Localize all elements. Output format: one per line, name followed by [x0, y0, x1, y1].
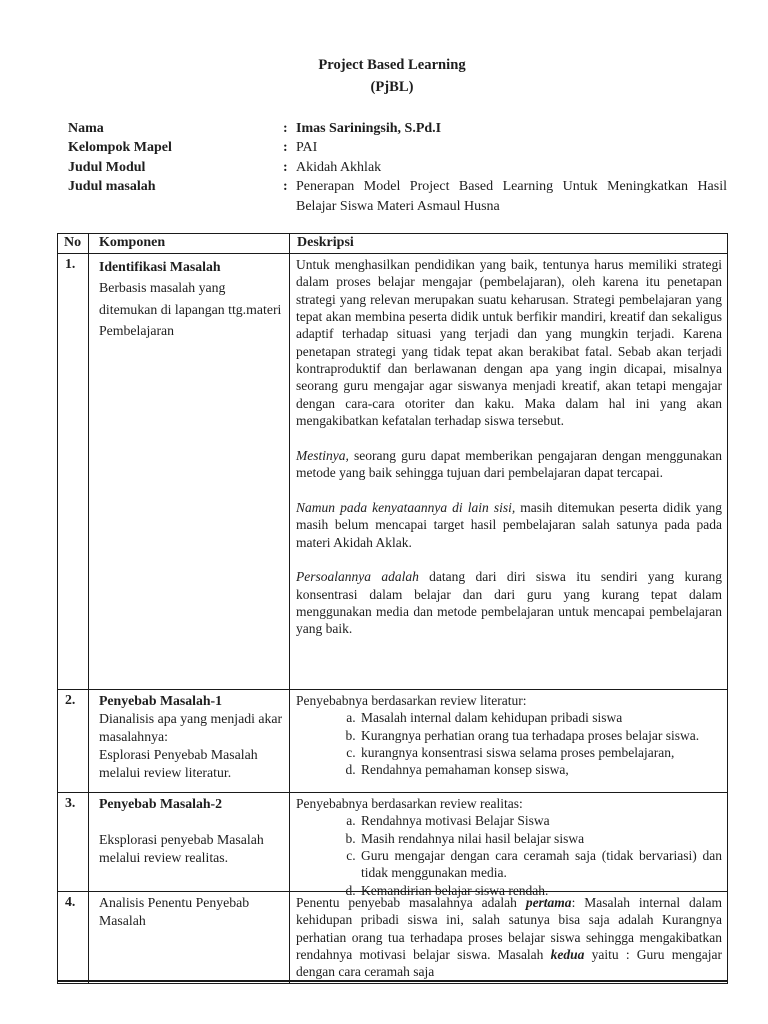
deskripsi-list-item: a. Rendahnya motivasi Belajar Siswa — [359, 812, 722, 829]
table-row — [58, 892, 728, 984]
info-label: Kelompok Mapel — [68, 140, 172, 156]
info-value: Penerapan Model Project Based Learning Untuk Meningkatkan Hasil Belajar Siswa Materi Asmaul Husna — [296, 179, 727, 214]
komponen-text-line — [99, 813, 283, 831]
col-header-no: No — [58, 234, 89, 254]
komponen-text-line: Dianalisis apa yang menjadi akar masalahnya: — [99, 710, 283, 744]
row-number-cell — [58, 892, 89, 984]
deskripsi-cell — [290, 892, 728, 984]
text-segment: yaitu : Guru mengajar dengan cara ceramah saja — [296, 947, 722, 980]
deskripsi-cell — [290, 690, 728, 793]
komponen-cell — [89, 254, 290, 690]
info-block — [68, 119, 727, 216]
deskripsi-cell — [290, 793, 728, 898]
text-segment: masih ditemukan peserta didik yang masih belum mencapai target hasil pembelajaran salah satunya pada pada materi Akidah Aklak. — [296, 499, 722, 550]
paragraph-spacer — [296, 481, 722, 498]
row-number-cell — [58, 793, 89, 892]
deskripsi-list-item: c. kurangnya konsentrasi siswa selama proses pembelajaran, — [359, 744, 722, 761]
text-segment: seorang guru dapat memberikan pengajaran dengan menggunakan metode yang baik sehingga tujuan dari pembelajaran dapat tercapai. — [296, 447, 722, 481]
info-field — [68, 138, 727, 157]
row-number: 2. — [65, 692, 76, 707]
info-colon: : — [283, 159, 288, 175]
table-header-row — [58, 234, 728, 254]
row-number-cell — [58, 690, 89, 793]
text-segment: datang dari diri siswa itu sendiri yang kurang konsentrasi dalam belajar dan dari guru yang kurang tepat dalam menggunakan media dan metode pembelajaran untuk mencapai pembelajaran yang baik. — [296, 569, 722, 637]
text-segment: Penyebabnya berdasarkan review literatur: — [296, 693, 527, 708]
table-row — [58, 793, 728, 892]
info-field — [68, 119, 727, 138]
text-segment: Mestinya, — [296, 447, 349, 463]
paragraph-spacer — [296, 551, 722, 568]
main-table-wrapper — [57, 233, 727, 982]
deskripsi-paragraph — [296, 894, 722, 981]
deskripsi-paragraph — [296, 795, 722, 812]
deskripsi-list — [296, 709, 722, 778]
info-colon: : — [283, 140, 288, 156]
deskripsi-list-item: d. Rendahnya pemahaman konsep siswa, — [359, 761, 722, 778]
deskripsi-paragraph — [296, 692, 722, 709]
info-label: Nama — [68, 121, 104, 136]
text-segment: Untuk menghasilkan pendidikan yang baik, tentunya harus memiliki strategi dalam proses belajar mengajar (pembelajaran), oleh karena itu penetapan strategi yang relevan merupakan suatu keharusan. Strategi pembelajaran yang tepat akan membina peserta didik untuk berfikir mandiri, kreatif dan sekaligus adaptif terhadap situasi yang terjadi dan yang mungkin terjadi. Karena penetapan strategi yang tidak tepat akan berakibat fatal. Sebab akan terjadi kontraproduktif dan berlawanan dengan apa yang ingin dicapai, misalnya seorang guru mengajar agar siswanya menjadi kreatif, akan tetapi mengajar dengan cara-cara otoriter dan kaku. Maka dalam hal ini yang akan mengakibatkan kefatalan terhadap siswa tersebut. — [296, 257, 722, 429]
row-number-cell — [58, 254, 89, 690]
table-row — [58, 254, 728, 690]
deskripsi-cell — [290, 254, 728, 690]
deskripsi-list-item: c. Guru mengajar dengan cara ceramah saja (tidak bervariasi) dan tidak menggunakan media. — [359, 847, 722, 882]
komponen-cell — [89, 892, 290, 984]
komponen-text-line: Esplorasi Penyebab Masalah melalui review literatur. — [99, 746, 258, 780]
doc-title — [57, 54, 727, 98]
doc-title-line2: (PjBL) — [370, 79, 414, 95]
text-segment: Persoalannya adalah — [296, 569, 419, 585]
info-colon: : — [283, 179, 288, 195]
info-colon: : — [283, 121, 288, 136]
komponen-title: Penyebab Masalah-2 — [99, 796, 223, 811]
paragraph-spacer — [296, 429, 722, 446]
komponen-title: Analisis Penentu Penyebab Masalah — [99, 895, 250, 928]
row-number: 3. — [65, 795, 76, 810]
info-value: Imas Sariningsih, S.Pd.I — [296, 121, 442, 136]
deskripsi-paragraph — [296, 499, 722, 551]
komponen-cell — [89, 793, 290, 892]
info-value: Akidah Akhlak — [296, 159, 382, 175]
text-segment: : Masalah internal dalam kehidupan pribadi siswa ini, salah satunya bisa saja adalah Kurangnya perhatian orang tua terhadapa proses belajar siswa sehingga mengakibatkan rendahnya motivasi belajar siswa. Masalah — [296, 895, 722, 963]
text-segment: kedua — [550, 947, 585, 963]
deskripsi-list-item: b. Kurangnya perhatian orang tua terhadapa proses belajar siswa. — [359, 727, 722, 744]
col-header-deskripsi: Deskripsi — [290, 234, 728, 254]
komponen-title: Identifikasi Masalah — [99, 259, 221, 274]
deskripsi-list — [296, 812, 722, 899]
text-segment: Namun pada kenyataannya di lain sisi, — [296, 499, 516, 515]
deskripsi-list-item: d. Kemandirian belajar siswa rendah. — [359, 882, 722, 899]
info-value: PAI — [296, 140, 318, 156]
info-field — [68, 177, 727, 216]
deskripsi-paragraph — [296, 256, 722, 429]
text-segment: pertama — [525, 895, 572, 910]
komponen-text-line: Eksplorasi penyebab Masalah melalui review realitas. — [99, 831, 264, 865]
text-segment: Penyebabnya berdasarkan review realitas: — [296, 796, 523, 811]
info-label: Judul Modul — [68, 159, 146, 175]
deskripsi-paragraph — [296, 568, 722, 637]
deskripsi-list-item: b. Masih rendahnya nilai hasil belajar siswa — [359, 830, 722, 847]
text-segment: Penentu penyebab masalahnya adalah — [296, 895, 526, 910]
info-field — [68, 158, 727, 177]
deskripsi-list-item: a. Masalah internal dalam kehidupan pribadi siswa — [359, 709, 722, 726]
main-table — [57, 233, 728, 984]
komponen-text-line: Berbasis masalah yang ditemukan di lapangan ttg.materi Pembelajaran — [99, 280, 282, 338]
col-header-komponen: Komponen — [89, 234, 290, 254]
deskripsi-paragraph — [296, 447, 722, 482]
komponen-cell — [89, 690, 290, 793]
table-row — [58, 690, 728, 793]
komponen-title: Penyebab Masalah-1 — [99, 693, 223, 708]
info-label: Judul masalah — [68, 179, 156, 195]
doc-title-line1: Project Based Learning — [318, 57, 466, 73]
row-number: 1. — [65, 256, 76, 271]
row-number: 4. — [65, 894, 76, 909]
